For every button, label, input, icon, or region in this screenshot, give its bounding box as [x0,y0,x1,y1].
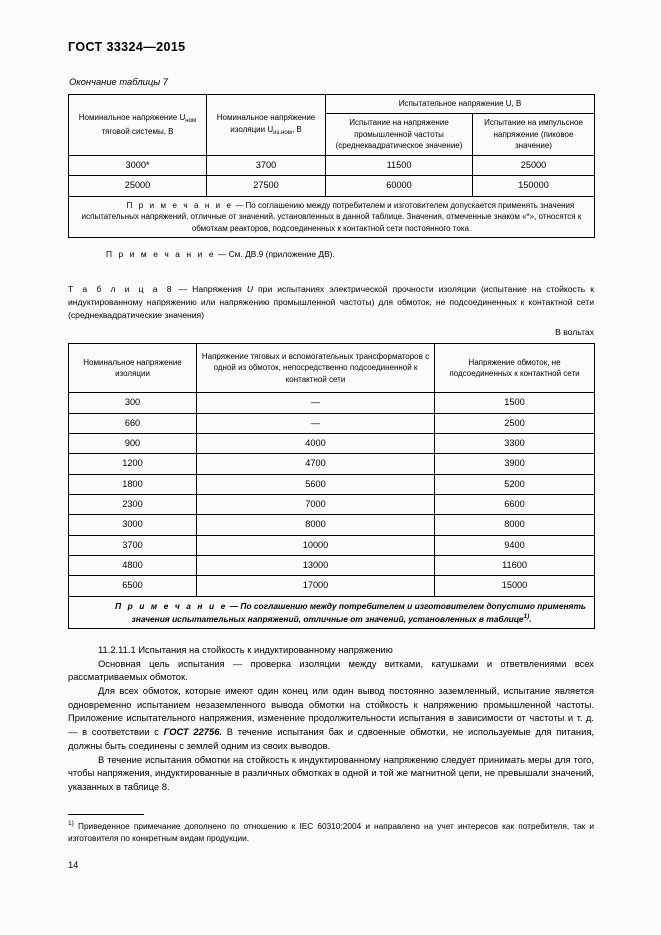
table8-note-row [69,596,595,628]
table8-r2-c2: 3300 [435,433,595,453]
table8-header-traction-transformers: Напряжение тяговых и вспомогательных трансформаторов с одной из обмоток, непосредственно подсоединенной к контактной сети [197,344,435,393]
table8-r8-c2: 11600 [435,556,595,576]
table8-r2-c1: 4000 [197,433,435,453]
gost-reference: ГОСТ 22756. [163,726,223,738]
table-row [69,156,595,176]
table8-intro-label: Т а б л и ц а 8 [68,284,174,295]
table8-r9-c1: 17000 [197,576,435,596]
table8-r5-c0: 2300 [69,494,197,514]
table7-header-col2-sub: из.ном [273,128,292,136]
table-row [69,576,595,596]
table8-r4-c2: 5200 [435,474,595,494]
table8-r3-c1: 4700 [197,454,435,474]
table8-r8-c0: 4800 [69,556,197,576]
table7-header-nominal-system-voltage [69,95,207,156]
table7-header-col1-text: Номинальное напряжение U [78,113,186,123]
table7-r0-c3: 25000 [473,156,595,176]
table7-continuation-caption: Окончание таблицы 7 [69,76,168,87]
footnote [68,819,594,844]
table8-r4-c1: 5600 [197,474,435,494]
paragraph-2-part-b: В течение испытания бак и сдвоенные обмотки, не используемые для питания, должны быть соединены с землей одним из своих выводов. [68,726,595,751]
table8-r2-c0: 900 [69,433,197,453]
table8-intro-text-2: при испытаниях электрической прочности изоляции (испытание на стойкость к индуктированному напряжению или напряжению промышленной частоты) для обмоток, не подсоединенных к контактной сети (среднеквадратические значения) [68,284,594,321]
table7-r1-c2: 60000 [326,176,473,196]
table8-r3-c2: 3900 [435,454,595,474]
table-row [69,413,595,433]
footnote-marker: 1) [68,819,74,827]
table8-r0-c0: 300 [69,393,197,413]
table-row [69,515,595,535]
table8-r1-c1: — [197,413,435,433]
table8-r7-c0: 3700 [69,535,197,555]
paragraph-2 [68,684,594,753]
note-after-table7-text: — См. ДВ.9 (приложение ДВ). [215,249,335,260]
table8-r9-c0: 6500 [69,576,197,596]
paragraph-2-part-a: Для всех обмоток, которые имеют один конец или один вывод постоянно заземленный, испытание является одновременно испытанием незаземленного вывода обмотки на стойкость к напряжению промышленной частоты. Приложение испытательного напряжения, изменение продолжительности испытания в зависимости от частоты и т. д. — в соответствии с [68,685,594,738]
table8-note-tail: . [529,613,532,624]
table8-intro [68,283,594,322]
table8-r4-c0: 1800 [69,474,197,494]
paragraph-1: Основная цель испытания — проверка изоляции между витками, катушками и ответвлениями всех рассматриваемых обмоток. [68,657,594,683]
table8-note-text: — По соглашению между потребителем и изготовителем допустимо применять значения испытательных напряжений, отличные от значений, установленных в таблице [131,600,586,624]
table7-r0-c1: 3700 [207,156,326,176]
clause-title: Испытания на стойкость к индуктированному напряжению [135,643,393,655]
table8-note [69,596,595,628]
table-row [69,176,595,196]
clause-heading [68,643,594,657]
table7-header-col2-text: Номинальное напряжение изоляции U [216,113,316,134]
note-after-table7 [68,248,594,261]
table8-r3-c0: 1200 [69,454,197,474]
table-row [69,454,595,474]
table7-r0-c0: 3000* [69,156,207,176]
table7-r1-c0: 25000 [69,176,207,196]
table-7 [68,94,595,238]
page-content [68,40,594,870]
table-8 [68,343,595,629]
table7-header-col2-tail: , В [291,124,302,134]
table8-r1-c0: 660 [69,413,197,433]
table-row [69,494,595,514]
table8-intro-text-1: — Напряжения [173,284,247,295]
table7-note [69,196,595,238]
table8-header-insulation-voltage: Номинальное напряжение изоляции [69,344,197,393]
table8-header-row [69,344,595,393]
table7-r0-c2: 11500 [326,156,473,176]
table7-header-group-test-voltage: Испытательное напряжение U, В [326,95,595,114]
table8-r8-c1: 13000 [197,556,435,576]
note-after-table7-label: П р и м е ч а н и е [106,249,216,260]
table8-header-windings-not-connected: Напряжение обмоток, не подсоединенных к контактной сети [435,344,595,393]
table-row [69,433,595,453]
table8-units: В вольтах [555,327,594,338]
table8-intro-symbol: U [246,284,254,295]
table7-r1-c3: 150000 [473,176,595,196]
table7-note-text: — По соглашению между потребителем и изготовителем допускается применять значения испытательных напряжений, отличные от значений, установленных в данной таблице. Значения, отмеченные знаком «*», относятся к обмоткам реакторов, подсоединенных к контактной сети постоянного тока. [81,200,582,233]
paragraph-3: В течение испытания обмотки на стойкость к индуктированному напряжению следует принимать меры для того, чтобы напряжения, индуктированные в различных обмотках в одной и той же магнитной цепи, не превышали значений, указанных в таблице 8. [68,753,594,793]
clause-number: 11.2.11.1 [98,643,136,655]
table7-header-nominal-insulation-voltage [207,95,326,156]
table8-note-footnote-marker: 1) [523,612,530,620]
table7-note-label: П р и м е ч а н и е [126,200,234,210]
table8-r0-c2: 1500 [435,393,595,413]
table7-header-row-1 [69,95,595,114]
table7-header-power-frequency: Испытание на напряжение промышленной частоты (среднеквадратическое значение) [326,113,473,155]
footnote-separator [68,814,144,815]
table8-r6-c2: 8000 [435,515,595,535]
body-text [68,643,594,794]
table8-r1-c2: 2500 [435,413,595,433]
table7-header-col1-tail: тяговой системы, В [101,127,174,137]
table7-note-row [69,196,595,238]
table8-r7-c2: 9400 [435,535,595,555]
table-row [69,556,595,576]
table7-header-col1-sub: ном [185,117,197,125]
table8-r5-c1: 7000 [197,494,435,514]
page-number: 14 [68,860,79,871]
table-row [69,393,595,413]
table-row [69,535,595,555]
table-row [69,474,595,494]
table7-header-impulse: Испытание на импульсное напряжение (пиковое значение) [473,113,595,155]
footnote-text: Приведенное примечание дополнено по отношению к IEC 60310:2004 и направлено на учет интересов как потребителя, так и изготовителя по конкретным видам продукции. [68,820,594,843]
table8-r9-c2: 15000 [435,576,595,596]
table8-r7-c1: 10000 [197,535,435,555]
table8-note-label: П р и м е ч а н и е [115,600,228,611]
table8-r0-c1: — [197,393,435,413]
standard-header: ГОСТ 33324—2015 [68,40,186,54]
table8-r5-c2: 6600 [435,494,595,514]
table7-r1-c1: 27500 [207,176,326,196]
table8-r6-c0: 3000 [69,515,197,535]
table8-r6-c1: 8000 [197,515,435,535]
